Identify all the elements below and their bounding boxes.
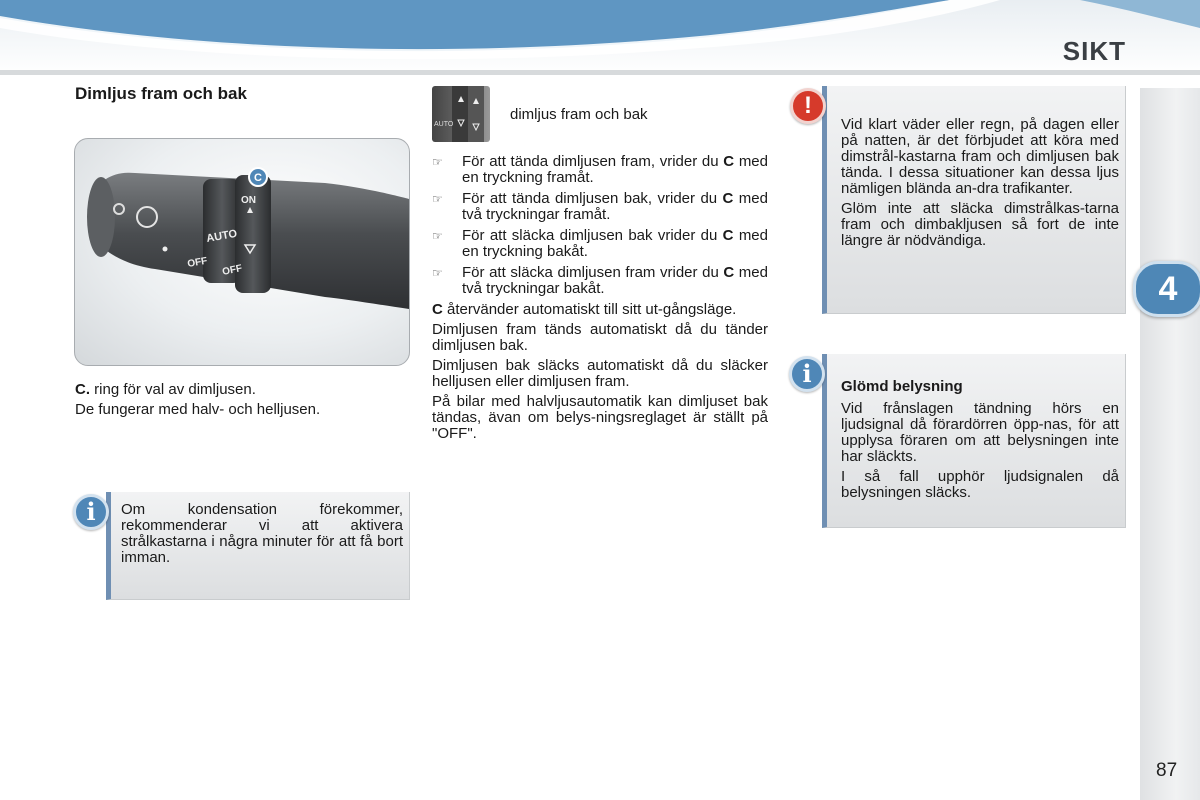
middle-paragraphs xyxy=(432,302,768,446)
fog-switch-thumbnail xyxy=(432,86,490,142)
chapter-number-badge[interactable]: 4 xyxy=(1133,261,1200,317)
svg-text:OFF: OFF xyxy=(186,255,209,270)
pointing-hand-icon: ☞ xyxy=(432,229,443,243)
paragraph-halvljus: På bilar med halvljusautomatik kan dimljuset bak tändas, ävan om belys-ningsreglaget är ställt på "OFF". xyxy=(432,393,768,442)
svg-text:AUTO: AUTO xyxy=(434,121,454,128)
return-text: återvänder automatiskt till sitt ut-gångsläge. xyxy=(442,301,737,318)
exclamation-icon: ! xyxy=(790,88,826,124)
caption-line2: De fungerar med halv- och helljusen. xyxy=(75,401,321,418)
paragraph-auto-rear: Dimljusen bak släcks automatiskt då du släcker helljusen eller dimljusen fram. xyxy=(432,357,768,390)
info-para1: Vid frånslagen tändning hörs en ljudsignal då förardörren öpp-nas, för att upplysa föraren om att belysningen inte har släckts. xyxy=(841,400,1119,465)
page-number: 87 xyxy=(1156,760,1178,781)
return-key: C xyxy=(432,301,443,318)
svg-text:OFF: OFF xyxy=(221,263,244,278)
stalk-illustration xyxy=(74,138,410,366)
forgotten-lights-info-box xyxy=(822,354,1126,528)
section-title: SIKT xyxy=(1062,36,1126,66)
pointing-hand-icon: ☞ xyxy=(432,266,443,280)
paragraph-auto-front: Dimljusen fram tänds automatiskt då du tänder dimljusen bak. xyxy=(432,321,768,354)
info-icon: i xyxy=(789,356,825,392)
pointing-hand-icon: ☞ xyxy=(432,192,443,206)
info-icon: i xyxy=(73,494,109,530)
warning-para1: Vid klart väder eller regn, på dagen eller på natten, är det förbjudet att köra med dimstrål-kastarna fram och dimljusen bak tända. I dessa situationer kan dessa ljus nämligen blända an-dra trafikanter. xyxy=(841,116,1119,197)
light-switch-stalk-image xyxy=(75,139,409,365)
thumbnail-caption: dimljus fram och bak xyxy=(510,106,648,123)
condensation-info-box xyxy=(106,492,410,600)
warning-para2: Glöm inte att släcka dimstrålkas-tarna fram och dimbakljusen så fort de inte längre är nödvändiga. xyxy=(841,200,1119,249)
caption-text: ring för val av dimljusen. xyxy=(90,381,256,398)
chapter-tab xyxy=(1140,88,1200,800)
info-para2: I så fall upphör ljudsignalen då belysningen släcks. xyxy=(841,468,1119,501)
pointing-hand-icon: ☞ xyxy=(432,155,443,169)
info-box-title: Glömd belysning xyxy=(841,378,963,395)
section-heading: Dimljus fram och bak xyxy=(75,84,247,103)
caption-key: C. xyxy=(75,381,90,398)
figure-caption xyxy=(75,382,407,422)
warning-box xyxy=(822,86,1126,314)
svg-text:ON: ON xyxy=(241,195,256,206)
svg-text:AUTO: AUTO xyxy=(205,227,239,245)
condensation-info-text: Om kondensation förekommer, rekommenderar vi att aktivera strålkastarna i några minuter för att få bort imman. xyxy=(121,501,403,566)
callout-c: C xyxy=(254,172,262,184)
header-banner xyxy=(0,0,1200,75)
